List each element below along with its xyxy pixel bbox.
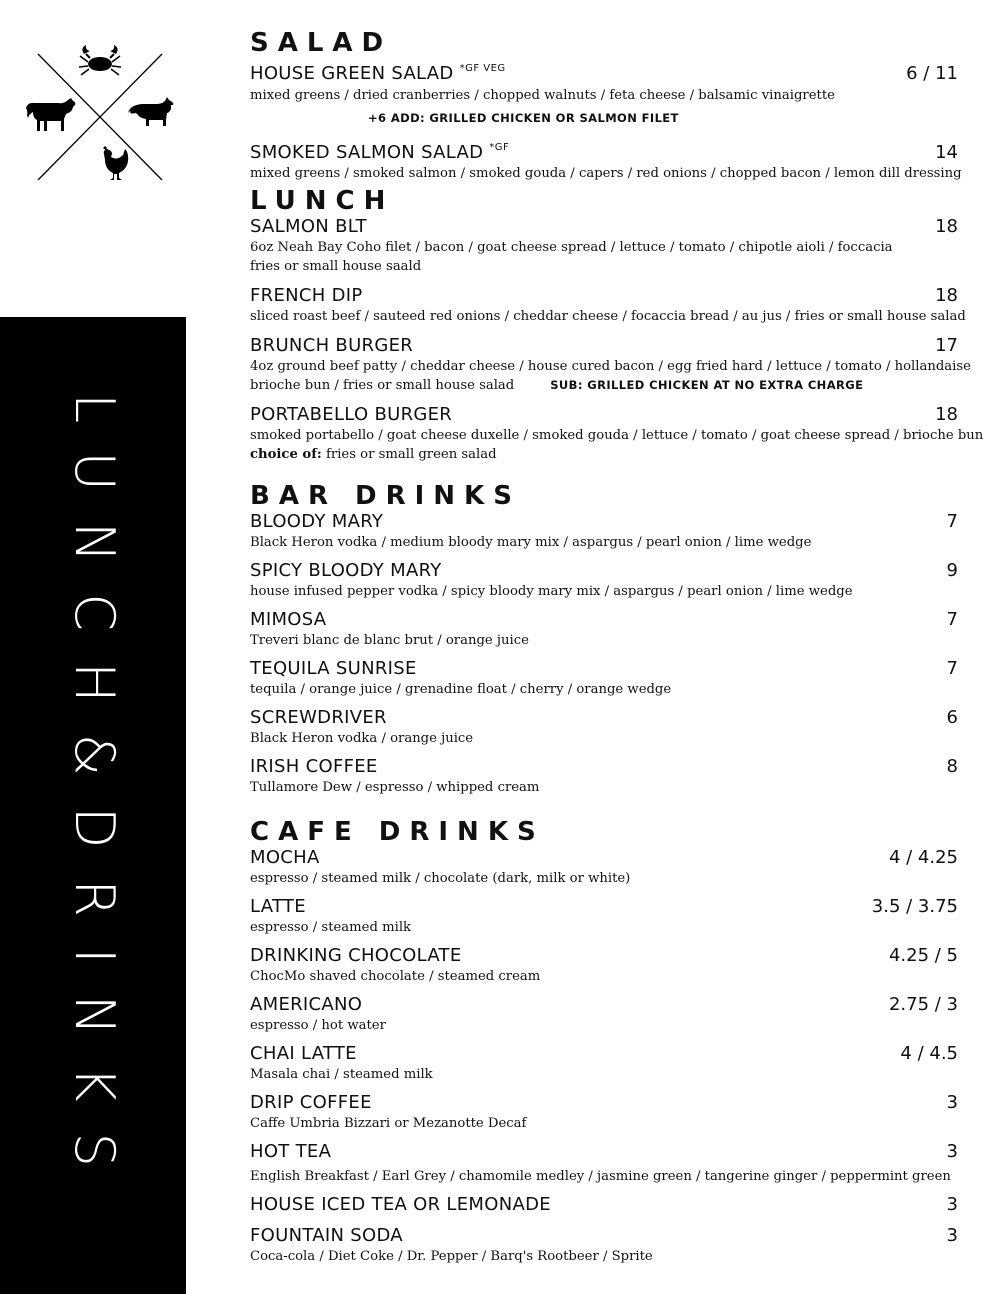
item-description-2: fries or small house saald [250, 259, 422, 274]
item-name: HOUSE ICED TEA OR LEMONADE [250, 1194, 551, 1215]
choice-label: choice of: [250, 447, 322, 462]
item-name: AMERICANO [250, 994, 363, 1015]
item-description: Tullamore Dew / espresso / whipped cream [250, 780, 540, 795]
item-name: TEQUILA SUNRISE [250, 658, 417, 679]
cow-icon [26, 98, 75, 131]
salad-section [250, 28, 960, 183]
menu-item-tequila-sunrise [250, 658, 960, 699]
item-price: 9 [946, 560, 958, 581]
item-description: house infused pepper vodka / spicy bloody mary mix / aspargus / pearl onion / lime wedge [250, 584, 853, 599]
banner-title-text: LUNCH&DRINKS [62, 392, 126, 1198]
item-description: Masala chai / steamed milk [250, 1067, 433, 1082]
item-price: 6 / 11 [906, 63, 958, 84]
item-name: IRISH COFFEE [250, 756, 378, 777]
item-description: English Breakfast / Earl Grey / chamomile medley / jasmine green / tangerine ginger / peppermint green [250, 1169, 951, 1184]
item-price: 7 [946, 511, 958, 532]
item-name: DRIP COFFEE [250, 1092, 372, 1113]
item-description: Black Heron vodka / orange juice [250, 731, 474, 746]
item-description: mixed greens / dried cranberries / chopped walnuts / feta cheese / balsamic vinaigrette [250, 88, 835, 103]
item-name: FRENCH DIP [250, 285, 363, 306]
menu-item-iced-tea-lemonade [250, 1194, 960, 1216]
item-description: 4oz ground beef patty / cheddar cheese / house cured bacon / egg fried hard / lettuce / tomato / hollandaise [250, 359, 971, 374]
item-description: ChocMo shaved chocolate / steamed cream [250, 969, 541, 984]
menu-item-fountain-soda [250, 1225, 960, 1266]
item-name: HOUSE GREEN SALAD [250, 63, 454, 84]
menu-item-spicy-bloody-mary [250, 560, 960, 601]
menu-item-screwdriver [250, 707, 960, 748]
menu-item-portabello-burger [250, 404, 984, 464]
item-description-2: brioche bun / fries or small house salad [250, 378, 515, 393]
restaurant-logo [20, 42, 180, 187]
item-price: 6 [946, 707, 958, 728]
cafe-drinks-section [250, 817, 960, 1266]
item-description: Treveri blanc de blanc brut / orange juice [250, 633, 529, 648]
item-description: mixed greens / smoked salmon / smoked gouda / capers / red onions / chopped bacon / lemon dill dressing [250, 166, 962, 181]
menu-item-brunch-burger [250, 335, 971, 395]
item-description: Coca-cola / Diet Coke / Dr. Pepper / Barq's Rootbeer / Sprite [250, 1249, 653, 1264]
section-title-cafe-drinks: CAFE DRINKS [250, 817, 545, 847]
item-tags: *GF VEG [459, 63, 506, 74]
item-price: 3 [946, 1194, 958, 1215]
item-name: BRUNCH BURGER [250, 335, 414, 356]
item-price: 18 [935, 216, 958, 237]
item-description: espresso / steamed milk / chocolate (dark, milk or white) [250, 871, 631, 886]
item-price: 7 [946, 609, 958, 630]
item-description-2: fries or small green salad [325, 447, 497, 462]
item-price: 4 / 4.5 [900, 1043, 958, 1064]
item-price: 8 [946, 756, 958, 777]
section-title-lunch: LUNCH [250, 186, 395, 216]
menu-item-smoked-salmon-salad [250, 137, 960, 183]
menu-item-drip-coffee [250, 1092, 960, 1133]
item-name: SCREWDRIVER [250, 707, 387, 728]
menu-item-irish-coffee [250, 756, 960, 797]
item-name: DRINKING CHOCOLATE [250, 945, 462, 966]
chicken-icon [103, 146, 128, 180]
item-name: LATTE [250, 896, 306, 917]
menu-item-french-dip [250, 285, 966, 326]
item-name: SMOKED SALMON SALAD [250, 142, 484, 163]
item-description: 6oz Neah Bay Coho filet / bacon / goat cheese spread / lettuce / tomato / chipotle aioli / foccacia [250, 240, 893, 255]
item-price: 3 [946, 1225, 958, 1246]
item-name: FOUNTAIN SODA [250, 1225, 403, 1246]
bar-drinks-section [250, 481, 960, 797]
item-price: 17 [935, 335, 958, 356]
item-description: sliced roast beef / sauteed red onions / cheddar cheese / focaccia bread / au jus / fries or small house salad [250, 309, 966, 324]
item-name: MOCHA [250, 847, 320, 868]
section-title-salad: SALAD [250, 28, 393, 58]
item-name: BLOODY MARY [250, 511, 384, 532]
item-addon: +6 ADD: GRILLED CHICKEN OR SALMON FILET [368, 111, 679, 125]
item-name: PORTABELLO BURGER [250, 404, 453, 425]
item-price: 14 [935, 142, 958, 163]
menu-item-drinking-chocolate [250, 945, 960, 986]
lunch-section [250, 186, 984, 464]
item-price: 3.5 / 3.75 [871, 896, 958, 917]
item-price: 2.75 / 3 [888, 994, 958, 1015]
item-description: smoked portabello / goat cheese duxelle / smoked gouda / lettuce / tomato / goat cheese spread / brioche bun [250, 428, 984, 443]
crab-icon [79, 45, 121, 75]
menu-item-bloody-mary [250, 511, 960, 552]
menu-item-house-green-salad [250, 58, 960, 127]
item-addon: SUB: GRILLED CHICKEN AT NO EXTRA CHARGE [550, 378, 864, 392]
menu-item-mimosa [250, 609, 960, 650]
menu-item-mocha [250, 847, 960, 888]
item-tags: *GF [489, 142, 510, 153]
item-price: 18 [935, 404, 958, 425]
menu-item-latte [250, 896, 960, 937]
banner-title [64, 325, 124, 1265]
item-description: tequila / orange juice / grenadine float / cherry / orange wedge [250, 682, 672, 697]
item-description: Caffe Umbria Bizzari or Mezanotte Decaf [250, 1116, 527, 1131]
menu-item-americano [250, 994, 960, 1035]
item-name: HOT TEA [250, 1141, 332, 1162]
item-price: 7 [946, 658, 958, 679]
pig-icon [128, 97, 173, 126]
section-title-bar-drinks: BAR DRINKS [250, 481, 521, 511]
item-name: CHAI LATTE [250, 1043, 357, 1064]
item-price: 18 [935, 285, 958, 306]
item-price: 3 [946, 1141, 958, 1162]
item-price: 4 / 4.25 [888, 847, 958, 868]
item-description: espresso / hot water [250, 1018, 386, 1033]
item-name: MIMOSA [250, 609, 327, 630]
menu-item-hot-tea [250, 1141, 960, 1186]
item-price: 4.25 / 5 [888, 945, 958, 966]
menu-item-chai-latte [250, 1043, 960, 1084]
item-description: Black Heron vodka / medium bloody mary mix / aspargus / pearl onion / lime wedge [250, 535, 812, 550]
item-name: SALMON BLT [250, 216, 367, 237]
item-name: SPICY BLOODY MARY [250, 560, 442, 581]
menu-item-salmon-blt [250, 216, 960, 276]
item-description: espresso / steamed milk [250, 920, 412, 935]
item-price: 3 [946, 1092, 958, 1113]
